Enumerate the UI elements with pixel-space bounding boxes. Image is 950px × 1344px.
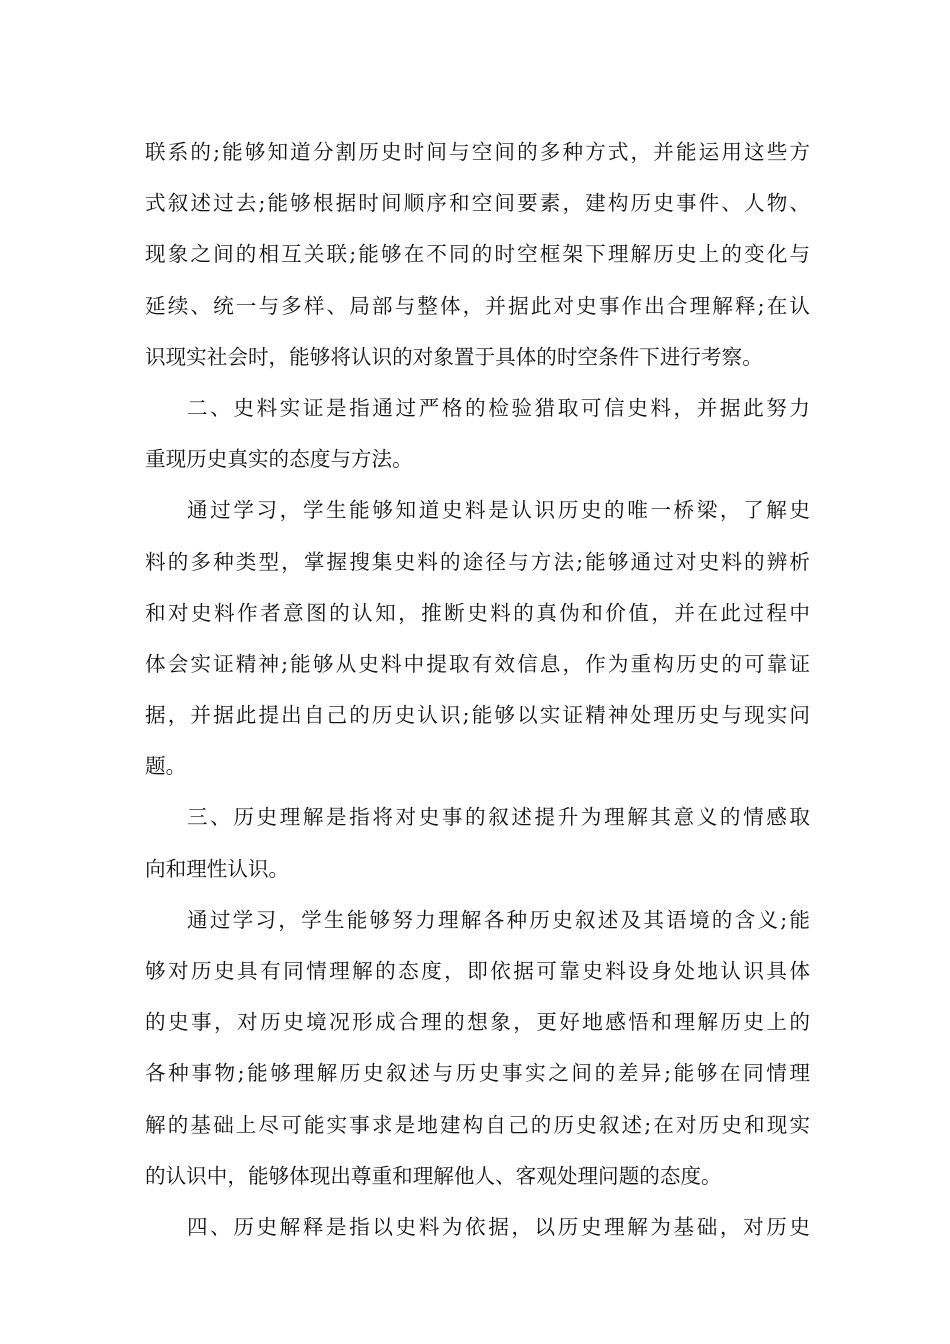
- text-line: 体会实证精神;能够从史料中提取有效信息，作为重构历史的可靠证: [145, 651, 810, 676]
- text-line: 三、历史理解是指将对史事的叙述提升为理解其意义的情感取: [187, 805, 810, 830]
- text-line: 延续、统一与多样、局部与整体，并据此对史事作出合理解释;在认: [145, 293, 810, 318]
- text-line: 各种事物;能够理解历史叙述与历史事实之间的差异;能够在同情理: [145, 1061, 810, 1086]
- text-line: 通过学习，学生能够知道史料是认识历史的唯一桥梁，了解史: [187, 498, 810, 523]
- text-line: 四、历史解释是指以史料为依据，以历史理解为基础，对历史: [187, 1214, 810, 1239]
- text-line: 二、史料实证是指通过严格的检验猎取可信史料，并据此努力: [187, 395, 810, 420]
- document-body: [145, 127, 810, 1253]
- text-line: 据，并据此提出自己的历史认识;能够以实证精神处理历史与现实问: [145, 703, 810, 728]
- text-line: 通过学习，学生能够努力理解各种历史叙述及其语境的含义;能: [187, 907, 810, 932]
- text-line: 式叙述过去;能够根据时间顺序和空间要素，建构历史事件、人物、: [145, 191, 810, 216]
- text-line: 联系的;能够知道分割历史时间与空间的多种方式，并能运用这些方: [145, 140, 810, 164]
- text-line: 识现实社会时，能够将认识的对象置于具体的时空条件下进行考察。: [145, 344, 763, 369]
- text-line: 的认识中，能够体现出尊重和理解他人、客观处理问题的态度。: [145, 1163, 722, 1188]
- text-line: 和对史料作者意图的认知，推断史料的真伪和价值，并在此过程中: [145, 600, 810, 625]
- text-line: 解的基础上尽可能实事求是地建构自己的历史叙述;在对历史和现实: [145, 1112, 810, 1137]
- text-line: 题。: [145, 754, 187, 779]
- text-line: 料的多种类型，掌握搜集史料的途径与方法;能够通过对史料的辨析: [145, 549, 810, 574]
- text-line: 向和理性认识。: [145, 856, 290, 881]
- text-line: 重现历史真实的态度与方法。: [145, 447, 413, 472]
- text-line: 够对历史具有同情理解的态度，即依据可靠史料设身处地认识具体: [145, 959, 810, 983]
- text-line: 现象之间的相互关联;能够在不同的时空框架下理解历史上的变化与: [145, 242, 810, 267]
- text-line: 的史事，对历史境况形成合理的想象，更好地感悟和理解历史上的: [145, 1010, 810, 1035]
